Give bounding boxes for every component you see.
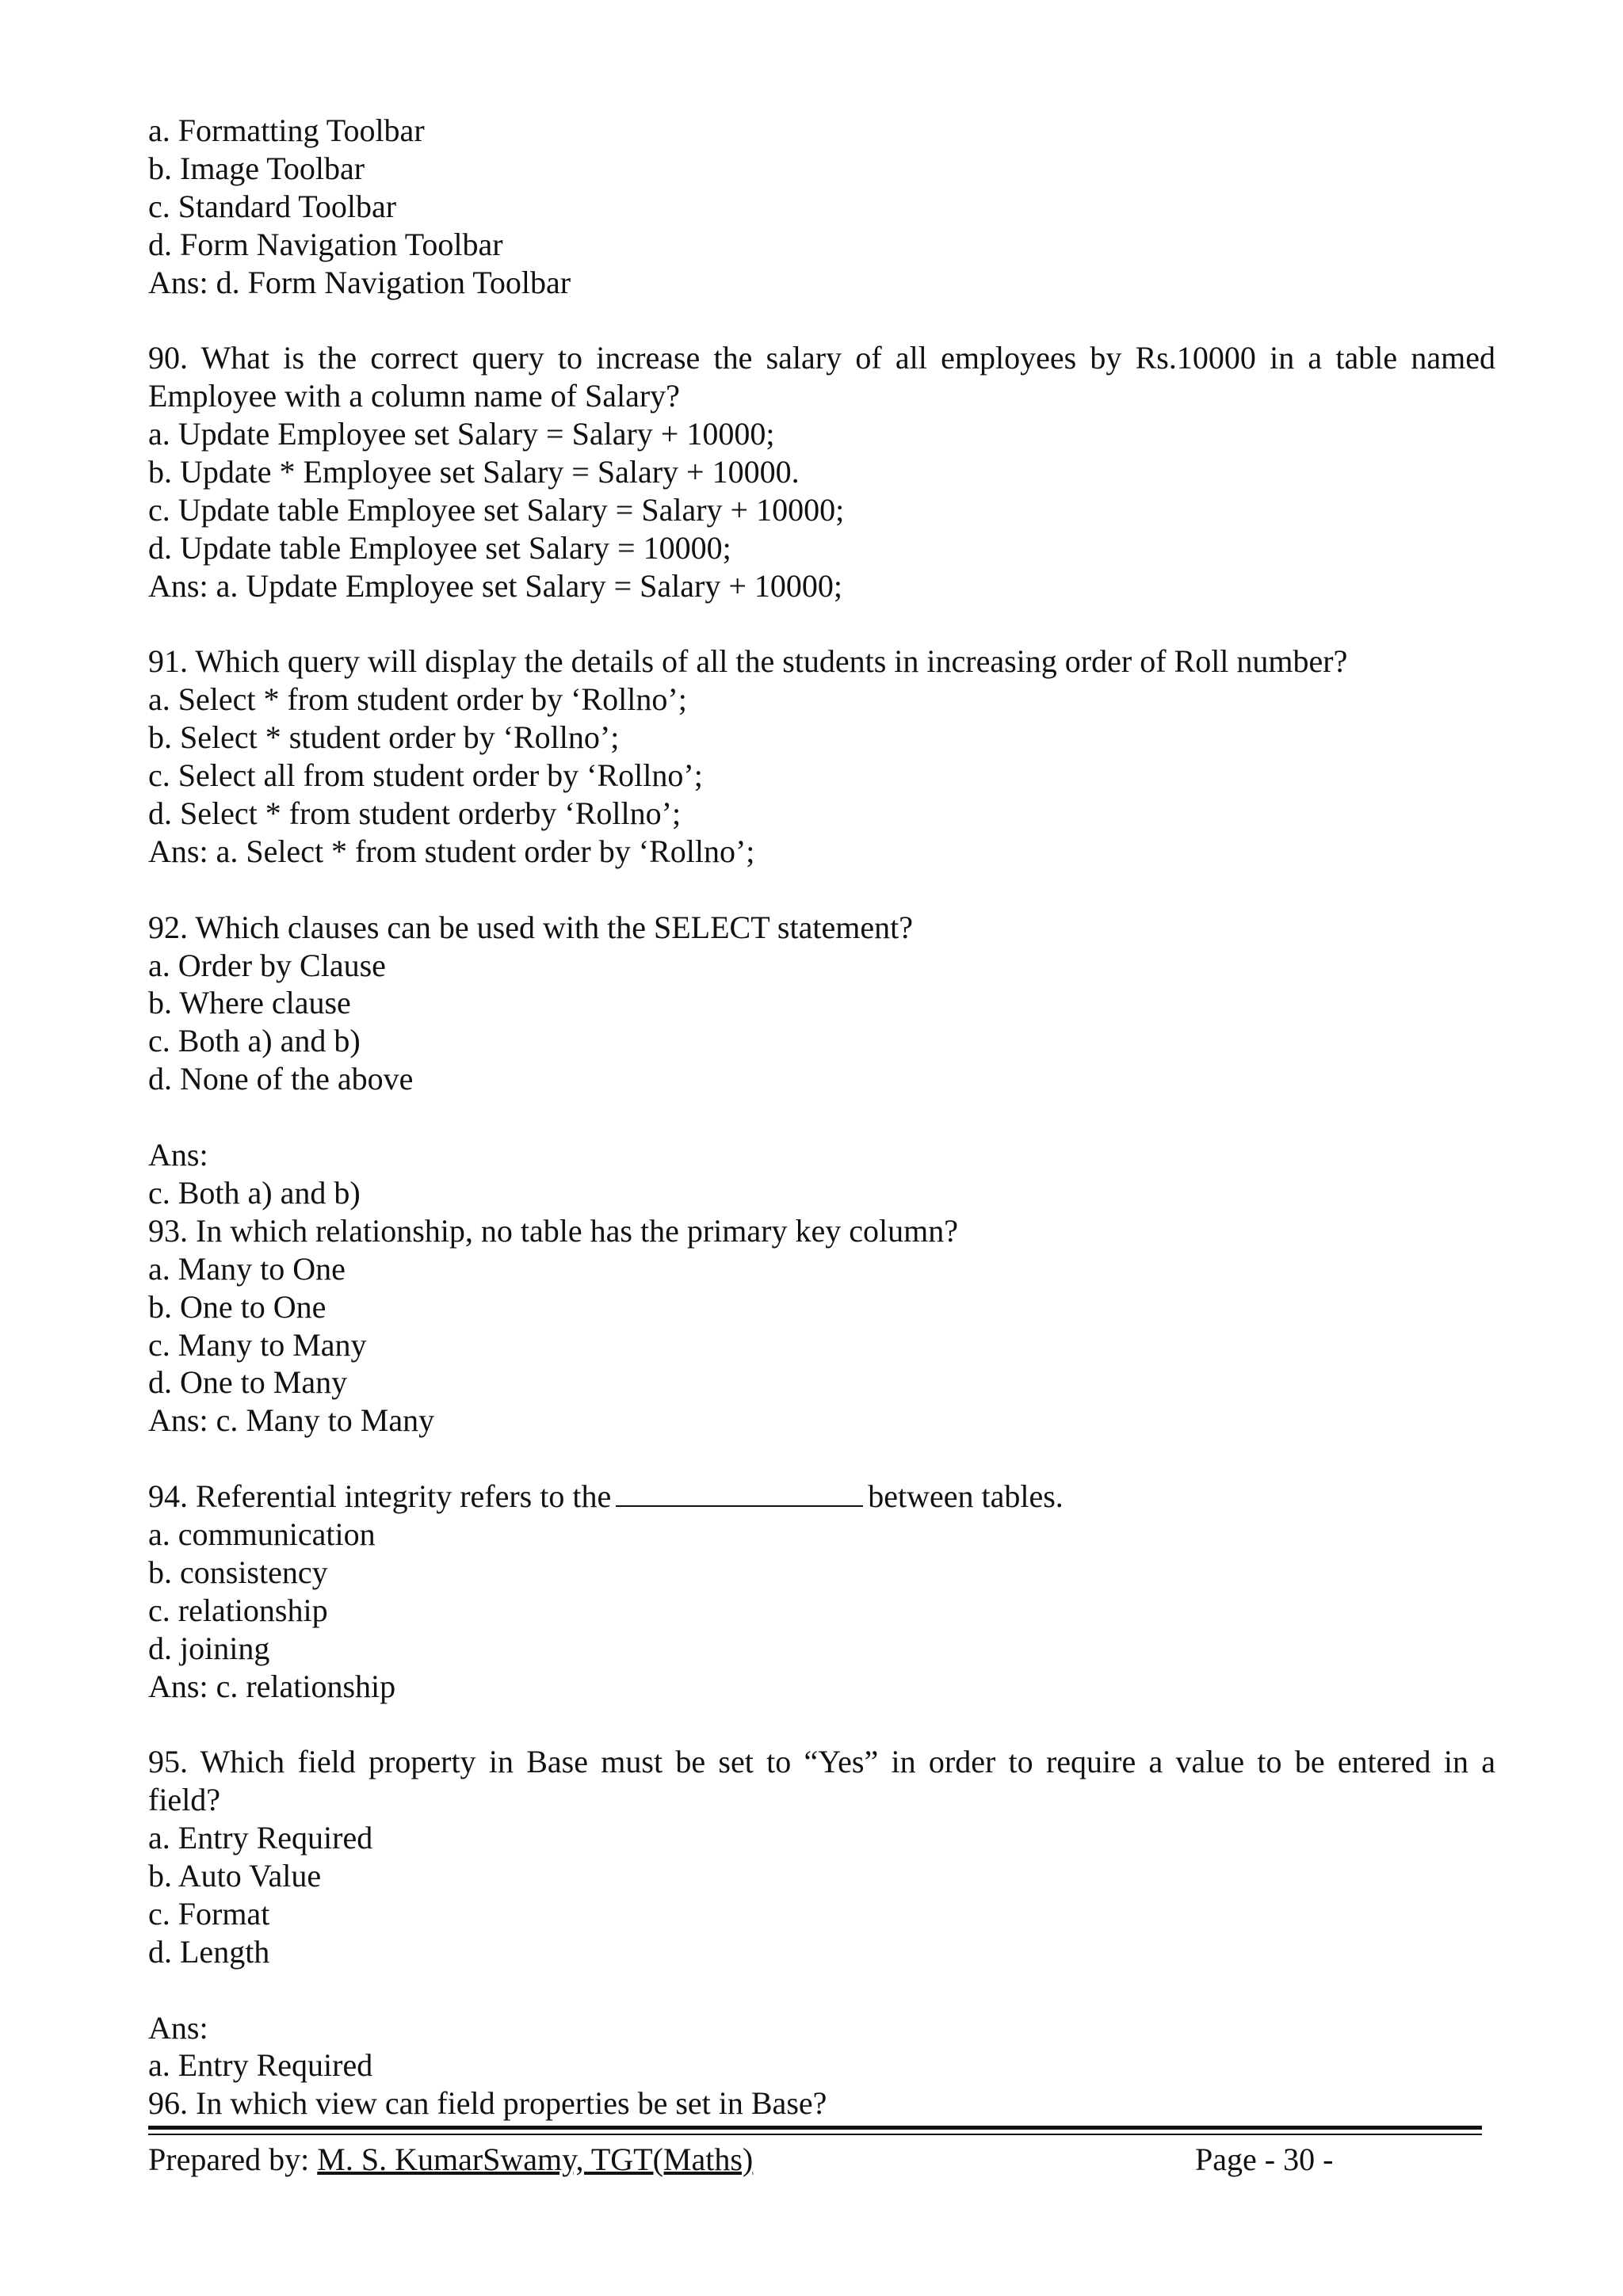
option-line: c. Standard Toolbar (148, 188, 397, 224)
spacer (148, 1705, 1495, 1743)
option-line: b. consistency (148, 1554, 328, 1590)
option-line: c. Many to Many (148, 1326, 367, 1363)
footer-rule-thick (148, 2126, 1482, 2130)
option-line: a. Formatting Toolbar (148, 113, 425, 148)
spacer (148, 301, 1495, 339)
option-line: d. Length (148, 1933, 270, 1970)
spacer (148, 1098, 1495, 1136)
answer-line: c. Both a) and b) (148, 1174, 361, 1211)
option-line: a. Entry Required (148, 1820, 373, 1856)
page-number: Page - 30 - (1195, 2142, 1334, 2177)
answer-label: Ans: (148, 2009, 208, 2046)
question-text: 91. Which query will display the details of all the students in increasing order of Roll number? (148, 643, 1348, 680)
option-line: a. communication (148, 1516, 376, 1552)
option-line: b. One to One (148, 1288, 327, 1325)
option-line: c. Update table Employee set Salary = Salary + 10000; (148, 491, 845, 528)
option-line: a. Many to One (148, 1250, 346, 1287)
option-line: a. Order by Clause (148, 947, 386, 983)
question-text-continued: Employee with a column name of Salary? (148, 378, 680, 414)
answer-line: Ans: a. Update Employee set Salary = Salary + 10000; (148, 567, 843, 604)
option-line: b. Where clause (148, 985, 351, 1021)
page-content (148, 112, 1495, 2122)
option-line: d. None of the above (148, 1061, 414, 1097)
question-text-before-blank: 94. Referential integrity refers to the (148, 1478, 612, 1515)
footer-rule-thin (148, 2134, 1482, 2135)
option-line: d. Select * from student orderby ‘Rollno’; (148, 795, 682, 832)
spacer (148, 605, 1495, 643)
option-line: b. Image Toolbar (148, 150, 365, 186)
prepared-by-label: Prepared by: (148, 2142, 310, 2177)
answer-line: Ans: a. Select * from student order by ‘Rollno’; (148, 833, 755, 869)
option-line: d. joining (148, 1630, 270, 1666)
question-text: 95. Which field property in Base must be set to “Yes” in order to require a value to be entered in a (148, 1744, 1495, 1780)
question-text: 92. Which clauses can be used with the SELECT statement? (148, 909, 913, 945)
question-text (148, 1478, 1495, 1516)
question-text: 96. In which view can field properties be set in Base? (148, 2085, 827, 2122)
option-line: c. Both a) and b) (148, 1023, 361, 1059)
answer-label: Ans: (148, 1137, 208, 1173)
option-line: b. Update * Employee set Salary = Salary + 10000. (148, 454, 800, 490)
answer-line: Ans: c. Many to Many (148, 1402, 435, 1439)
page-footer (148, 2141, 1337, 2179)
answer-line: a. Entry Required (148, 2047, 373, 2084)
answer-line: Ans: c. relationship (148, 1668, 396, 1704)
fill-in-blank (616, 1478, 863, 1507)
option-line: c. relationship (148, 1592, 328, 1628)
option-line: d. Update table Employee set Salary = 10000; (148, 529, 731, 566)
option-line: d. Form Navigation Toolbar (148, 226, 503, 262)
option-line: c. Select all from student order by ‘Rollno’; (148, 757, 703, 794)
question-text: 90. What is the correct query to increase the salary of all employees by Rs.10000 in a table named (148, 340, 1495, 376)
spacer (148, 1440, 1495, 1478)
spacer (148, 871, 1495, 909)
option-line: d. One to Many (148, 1364, 348, 1401)
option-line: a. Update Employee set Salary = Salary + 10000; (148, 416, 775, 452)
question-text: 93. In which relationship, no table has the primary key column? (148, 1212, 958, 1249)
option-line: a. Select * from student order by ‘Rollno’; (148, 681, 687, 718)
option-line: c. Format (148, 1895, 270, 1932)
spacer (148, 1971, 1495, 2009)
author-name: M. S. KumarSwamy, TGT(Maths) (317, 2142, 754, 2177)
answer-line: Ans: d. Form Navigation Toolbar (148, 264, 571, 300)
option-line: b. Select * student order by ‘Rollno’; (148, 719, 620, 756)
question-text-after-blank: between tables. (868, 1478, 1064, 1515)
question-text-continued: field? (148, 1782, 221, 1818)
option-line: b. Auto Value (148, 1857, 322, 1894)
